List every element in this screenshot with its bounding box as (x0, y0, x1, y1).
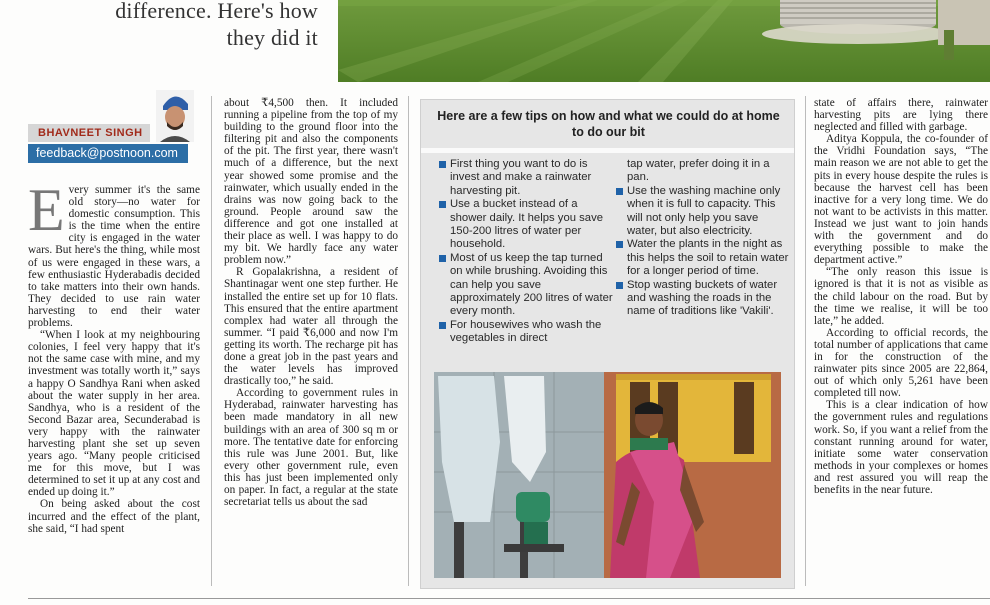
article-paragraph: about ₹4,500 then. It included running a pipeline from the top of my building to the ground floor into the filtering pit and also the components of the pit. The first year, there wasn't much of a difference, but the next year showed some promise and the rainwater, which usually ended in the drains was now going back to the ground. People around saw the difference and got one installed at their place as well. I was happy to do my bit. We hardly face any water problem now.” (224, 97, 398, 267)
article-photo (434, 372, 781, 578)
footer-rule (28, 598, 990, 599)
hero-photo (338, 0, 990, 82)
tips-column-1 (439, 158, 614, 346)
column-divider (211, 96, 212, 586)
drop-cap: E (28, 177, 65, 243)
article-paragraph: According to official records, the total number of applications that came in for the construction of the rainwater pits since 2005 are 22,864, out of which only 5,261 have been completed till now. (814, 326, 988, 400)
bullet-square-icon (439, 201, 446, 208)
byline (28, 90, 194, 166)
bullet-square-icon (439, 255, 446, 262)
article-paragraph: According to government rules in Hyderabad, rainwater harvesting has been made mandatory in all new buildings with an area of 300 sq m or more. The tentative date for enforcing this rule was June 2001. But, like every other government rule, even this has just been implemented only on paper. In fact, a regular at the state secretariat tells us about the sad (224, 387, 398, 509)
tip-item (439, 319, 614, 346)
bullet-square-icon (616, 241, 623, 248)
article-paragraph: “When I look at my neighbouring colonies, I feel very happy that it's not the same case with mine, and my investment was totally worth it,” says a happy O Sandhya Rani when asked about the water supply in her area. Sandhya, who is a resident of the Second Bazar area, Secunderabad is very happy with the rainwater harvesting plant she set up seven years ago. “Many people criticised me for this move, but I was determined to set it up at any cost and ended up doing it.” (28, 329, 200, 499)
bullet-square-icon (616, 188, 623, 195)
article-paragraph: R Gopalakrishna, a resident of Shantinagar went one step further. He installed the entire set up for 10 flats. This ensured that the entire apartment complex had water all through the summer. “I paid ₹6,000 and now I'm getting its worth. The recharge pit has done a great job in the past years and the water levels has improved drastically too,” he said. (224, 266, 398, 388)
bullet-square-icon (616, 282, 623, 289)
tip-continuation: tap water, prefer doing it in a pan. (627, 158, 770, 184)
article-paragraph: very summer it's the same old story—no water for domestic consumption. This is the time when the entire city is engaged in the water wars. But here's the thing, while most of us were engaged in these wars, a few enthusiastic Hyderabadis decided to take matters into their own hands. They decided to use rain water harvesting to end their water problems. (28, 184, 200, 330)
article-column-1 (28, 177, 200, 535)
bullet-square-icon (439, 161, 446, 168)
article-column-2 (224, 97, 398, 508)
author-email-link[interactable]: feedback@postnoon.com (28, 144, 188, 163)
tip-text: Use the washing machine only when it is full to capacity. This will not only help you save water, but also electricity. (627, 184, 781, 238)
article-paragraph: state of affairs there, rainwater harvesting pits are lying there neglected and filled with garbage. (814, 97, 988, 134)
tips-title: Here are a few tips on how and what we could do at home to do our bit (437, 109, 780, 139)
article-paragraph: On being asked about the cost incurred and the effect of the plant, she said, “I had spent (28, 498, 200, 535)
tip-item (616, 238, 791, 278)
tip-text: First thing you want to do is invest and make a rainwater harvesting pit. (450, 158, 592, 197)
tips-column-2 (616, 158, 791, 319)
tips-separator (421, 148, 794, 153)
tip-item (616, 279, 791, 319)
tip-text: Stop wasting buckets of water and washing the roads in the name of traditions like 'Vakili'. (627, 278, 778, 318)
tip-item (439, 198, 614, 252)
column-divider (408, 96, 409, 586)
tips-box (420, 99, 795, 589)
headline-line-2: they did it (226, 25, 318, 50)
tip-item (439, 252, 614, 319)
tip-text: For housewives who wash the vegetables in direct (450, 318, 602, 345)
headline (60, 0, 318, 55)
tip-text: Water the plants in the night as this helps the soil to retain water for a longer period of time. (627, 238, 789, 278)
article-paragraph: “The only reason this issue is ignored is that it is not as visible as the child labour on the road. But by the time we realise, it will be too late,” he added. (814, 266, 988, 327)
article-column-3 (814, 97, 988, 496)
tip-text: Use a bucket instead of a shower daily. It helps you save 150-200 litres of water per household. (450, 198, 604, 251)
author-avatar (156, 90, 194, 142)
bullet-square-icon (439, 322, 446, 329)
headline-line-1: difference. Here's how (115, 0, 318, 23)
tip-text: Most of us keep the tap turned on while brushing. Avoiding this can help you save approximately 200 litres of water every month. (450, 251, 613, 318)
author-name: BHAVNEET SINGH (28, 124, 150, 142)
article-paragraph: This is a clear indication of how the government rules and regulations work. So, if you want a relief from the constant running around for water, initiate some water conservation methods in your complexes or homes and rest assured you will reap the benefits in the near future. (814, 399, 988, 496)
tip-item (439, 158, 614, 198)
tip-item (616, 185, 791, 239)
article-paragraph: Aditya Koppula, the co-founder of the Vridhi Foundation says, “The main reason we are not able to get the pits in every house despite the rules is because the harvest cell has been inactive for a very long time. We do not want to be activists in this matter. Instead we just want to join hands with the government and do everything possible to make the department active.” (814, 133, 988, 267)
column-divider (805, 96, 806, 586)
